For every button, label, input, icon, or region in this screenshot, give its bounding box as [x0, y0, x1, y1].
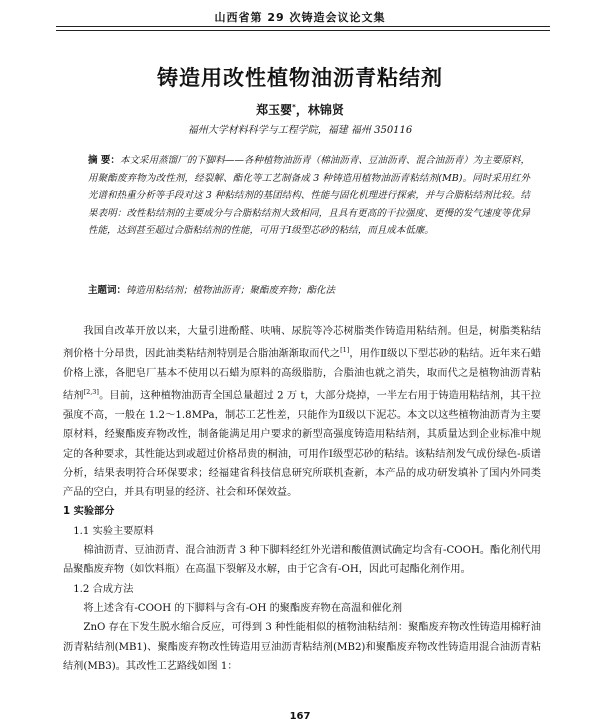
citation-2: [2,3]	[83, 388, 99, 397]
keywords-label: 主题词：	[88, 285, 127, 296]
body-text	[63, 322, 541, 676]
page-number: 167	[289, 711, 311, 722]
author-1: 郑玉婴	[256, 103, 293, 117]
citation-1: [1]	[340, 346, 350, 355]
subsection-heading-materials: 1.1 实验主要原料	[73, 525, 154, 537]
intro-part-b: ，用作Ⅱ级以下型芯砂的粘结。近年来石蜡价格上涨，各肥皂厂基本不使用以石蜡为原料的高级脂肪，合脂油也就之消失，取而代之是植物油沥青粘结剂	[63, 348, 541, 402]
author-2: 林锦贤	[307, 103, 344, 117]
corresponding-mark: *	[292, 103, 296, 111]
abstract-text: 本文采用蒸馏厂的下脚料——各种植物油沥青（棉油沥青、豆油沥青、混合油沥青）为主要原料，用聚酯废弃物为改性剂，经裂解、酯化等工艺制备成 3 种铸造用植物油沥青粘结剂(MB)。同时采用红外光谱和热重分析等手段对这 3 种粘结剂的基团结构、性能与固化机理进行探索，并与合脂粘结剂比较。结果表明：改性粘结剂的主要成分与合脂粘结剂大致相同，且具有更高的干拉强度、更慢的发气速度等优异性能，达到甚至超过合脂粘结剂的性能，可用于Ⅰ级型芯砂的粘结，而且成本低廉。	[88, 155, 530, 236]
paragraph-synthesis-2: ZnO 存在下发生脱水缩合反应，可得到 3 种性能相似的植物油粘结剂：聚酯废弃物改性铸造用棉籽油沥青粘结剂(MB1)、聚酯废弃物改性铸造用豆油沥青粘结剂(MB2)和聚酯废弃物改性铸造用混合油沥青粘结剂(MB3)。其改性工艺路线如图 1：	[63, 622, 541, 672]
authors	[0, 101, 600, 118]
intro-part-a: 我国自改革开放以来，大量引进酚醛、呋喃、尿脘等冷芯树脂类作铸造用粘结剂。但是，树脂类粘结剂价格十分昂贵，因此油类粘结剂特别是合脂油渐渐取而代之	[63, 326, 541, 360]
header-rule-thick	[56, 26, 550, 27]
header-rule-thin	[56, 30, 550, 31]
intro-part-c: 。目前，这种植物油沥青全国总量超过 2 万 t，大部分烧掉，一半左右用于铸造用粘结剂，其干拉强度不高，一般在 1.2～1.8MPa，制芯工艺性差，只能作为Ⅱ级以下泥芯。本文以这些植物油沥青为主要原材料，经聚酯废弃物改性，制备能满足用户要求的新型高强度铸造用粘结剂，其质量达到企业标准中规定的各种要求，其性能达到或超过价格昂贵的桐油，可用作Ⅰ级型芯砂的粘结。该粘结剂发气成份绿色-质谱分析，结果表明符合环保要求；经福建省科技信息研究所联机查新，本产品的成功研发填补了国内外同类产品的空白，并具有明显的经济、社会和环保效益。	[63, 390, 541, 499]
paragraph-synthesis-1: 将上述含有-COOH 的下脚料与含有-OH 的聚酯废弃物在高温和催化剂	[83, 602, 403, 614]
paragraph-intro	[63, 322, 541, 502]
keywords-text: 铸造用粘结剂；植物油沥青；聚酯废弃物；酯化法	[126, 285, 336, 296]
abstract	[88, 152, 530, 240]
abstract-label: 摘 要：	[88, 155, 120, 166]
keywords	[88, 282, 530, 296]
subsection-heading-synthesis: 1.2 合成方法	[73, 583, 134, 595]
affiliation: 福州大学材料科学与工程学院，福建 福州 350116	[187, 125, 413, 136]
paragraph-materials: 棉油沥青、豆油沥青、混合油沥青 3 种下脚料经红外光谱和酸值测试确定均含有-COOH。酯化剂代用品聚酯废弃物（如饮料瓶）在高温下裂解及水解，由于它含有-OH，因此可起酯化剂作用。	[63, 545, 541, 576]
section-heading-experimental: 1 实验部分	[63, 506, 115, 518]
running-header: 山西省第 29 次铸造会议论文集	[214, 11, 386, 24]
paper-title: 铸造用改性植物油沥青粘结剂	[157, 66, 443, 90]
author-separator: ，	[295, 103, 308, 117]
